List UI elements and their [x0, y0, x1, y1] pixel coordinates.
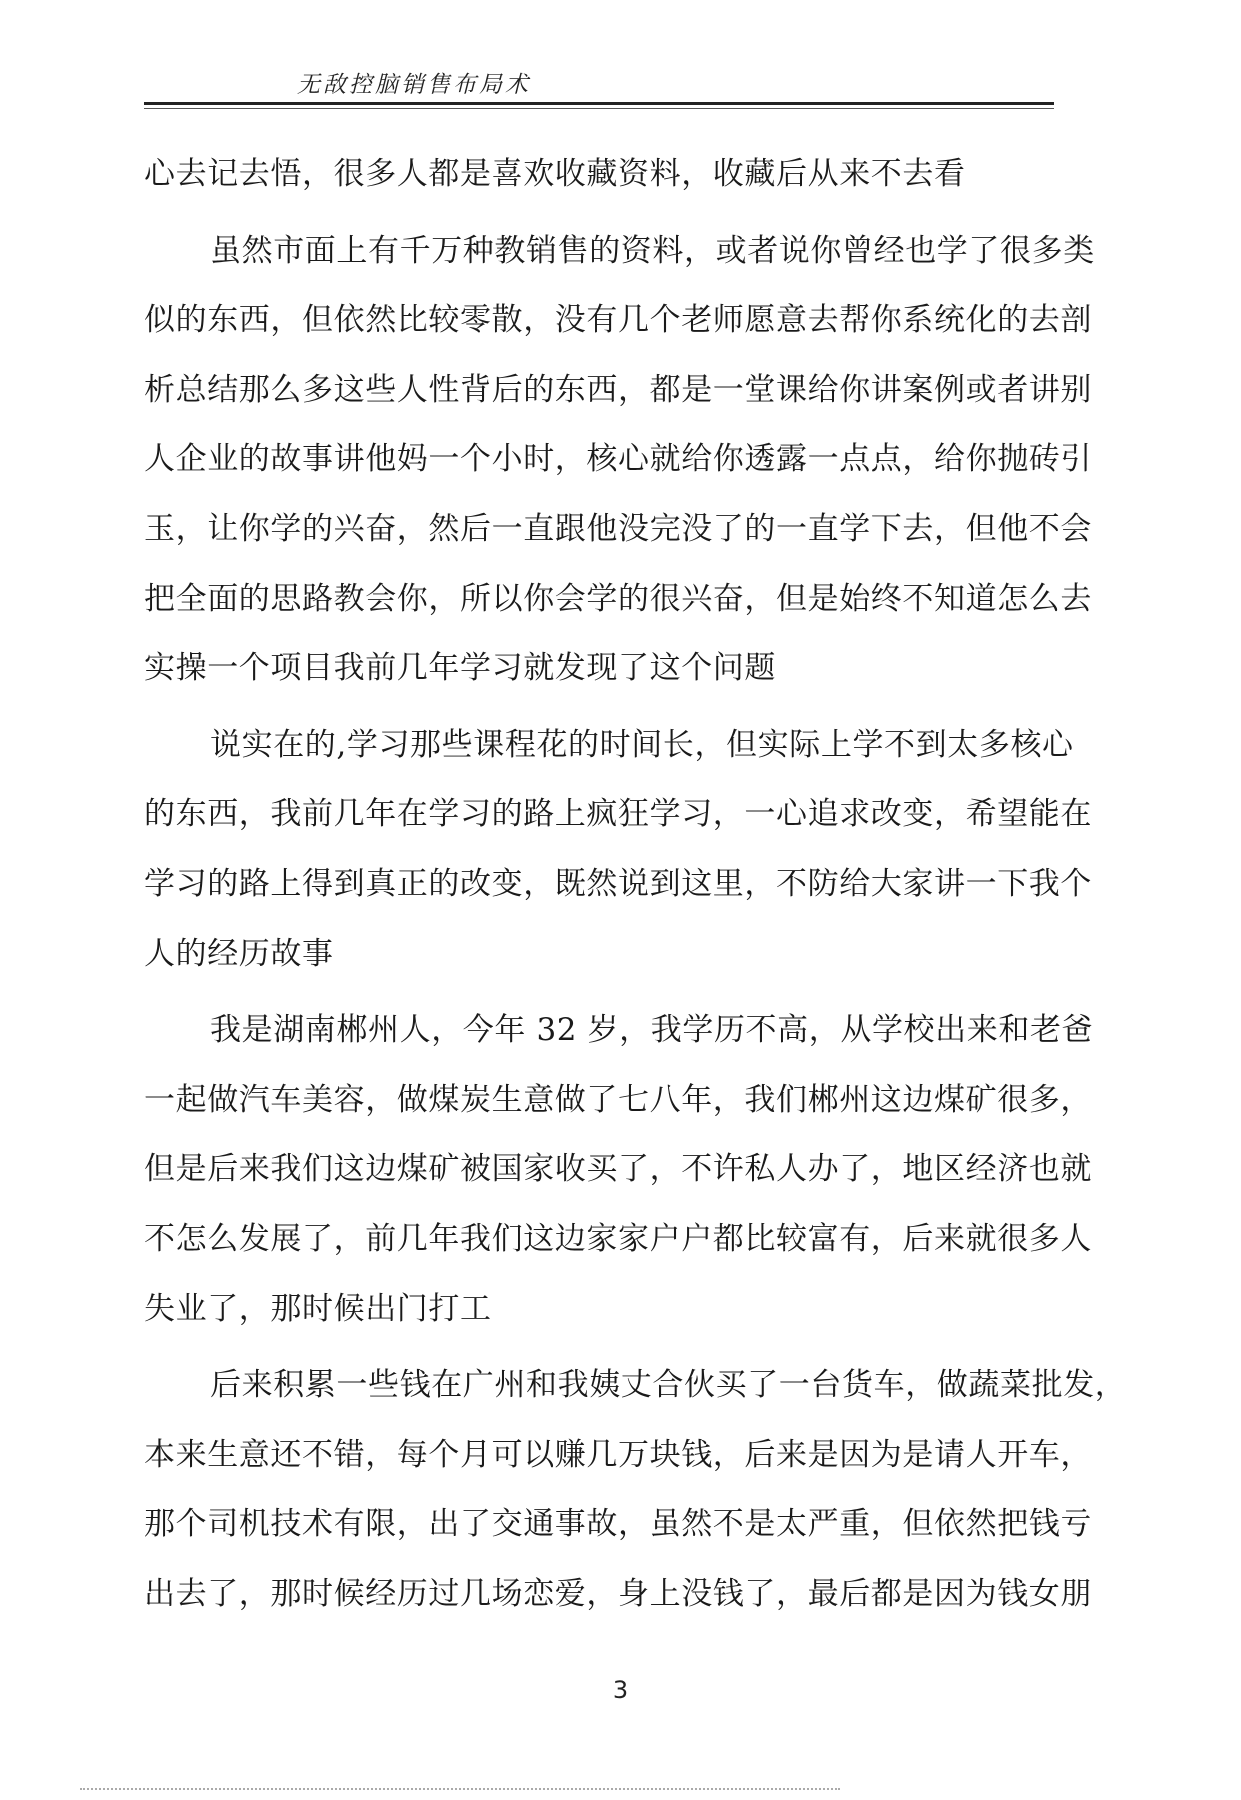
running-header-title: 无敌控脑销售布局术	[297, 72, 531, 98]
body-text	[144, 140, 1127, 1629]
paragraph-gap	[144, 210, 1054, 217]
text-line: 说实在的,学习那些课程花的时间长，但实际上学不到太多核心	[210, 726, 1074, 763]
text-line: 的东西，我前几年在学习的路上疯狂学习，一心追求改变，希望能在	[144, 796, 1092, 833]
header-rule	[144, 102, 1054, 105]
text-line: 一起做汽车美容，做煤炭生意做了七八年，我们郴州这边煤矿很多，	[144, 1081, 1092, 1118]
paragraph-gap	[144, 989, 1054, 996]
text-line: 析总结那么多这些人性背后的东西，都是一堂课给你讲案例或者讲别	[144, 371, 1092, 408]
paragraph-gap	[144, 1344, 1054, 1351]
text-line: 失业了，那时候出门打工	[144, 1290, 492, 1327]
text-line: 出去了，那时候经历过几场恋爱，身上没钱了，最后都是因为钱女朋	[144, 1575, 1092, 1612]
text-line: 把全面的思路教会你，所以你会学的很兴奋，但是始终不知道怎么去	[144, 580, 1092, 617]
paragraph	[144, 711, 1092, 989]
text-line: 那个司机技术有限，出了交通事故，虽然不是太严重，但依然把钱亏	[144, 1506, 1092, 1543]
text-line: 不怎么发展了，前几年我们这边家家户户都比较富有，后来就很多人	[144, 1220, 1092, 1257]
paragraph	[144, 1351, 1127, 1629]
text-line: 人企业的故事讲他妈一个小时，核心就给你透露一点点，给你抛砖引	[144, 441, 1092, 478]
text-line: 玉，让你学的兴奋，然后一直跟他没完没了的一直学下去，但他不会	[144, 510, 1092, 547]
text-line: 我是湖南郴州人，今年 32 岁，我学历不高，从学校出来和老爸	[210, 1012, 1094, 1049]
paragraph	[144, 140, 1054, 210]
text-line: 后来积累一些钱在广州和我姨丈合伙买了一台货车，做蔬菜批发，	[210, 1367, 1127, 1404]
paragraph	[144, 996, 1094, 1344]
text-line: 实操一个项目我前几年学习就发现了这个问题	[144, 650, 776, 687]
text-line: 虽然市面上有千万种教销售的资料，或者说你曾经也学了很多类	[210, 232, 1095, 269]
scan-edge-noise	[80, 1788, 840, 1792]
text-line: 心去记去悟，很多人都是喜欢收藏资料，收藏后从来不去看	[144, 156, 966, 192]
paragraph	[144, 217, 1095, 704]
header-rule-thin	[144, 108, 1054, 109]
text-line: 人的经历故事	[144, 935, 334, 972]
text-line: 但是后来我们这边煤矿被国家收买了，不许私人办了，地区经济也就	[144, 1151, 1092, 1188]
text-line: 本来生意还不错，每个月可以赚几万块钱，后来是因为是请人开车，	[144, 1436, 1092, 1473]
page-number: 3	[612, 1676, 629, 1704]
text-line: 学习的路上得到真正的改变，既然说到这里，不防给大家讲一下我个	[144, 865, 1092, 902]
paragraph-gap	[144, 704, 1054, 711]
text-line: 似的东西，但依然比较零散，没有几个老师愿意去帮你系统化的去剖	[144, 302, 1092, 339]
